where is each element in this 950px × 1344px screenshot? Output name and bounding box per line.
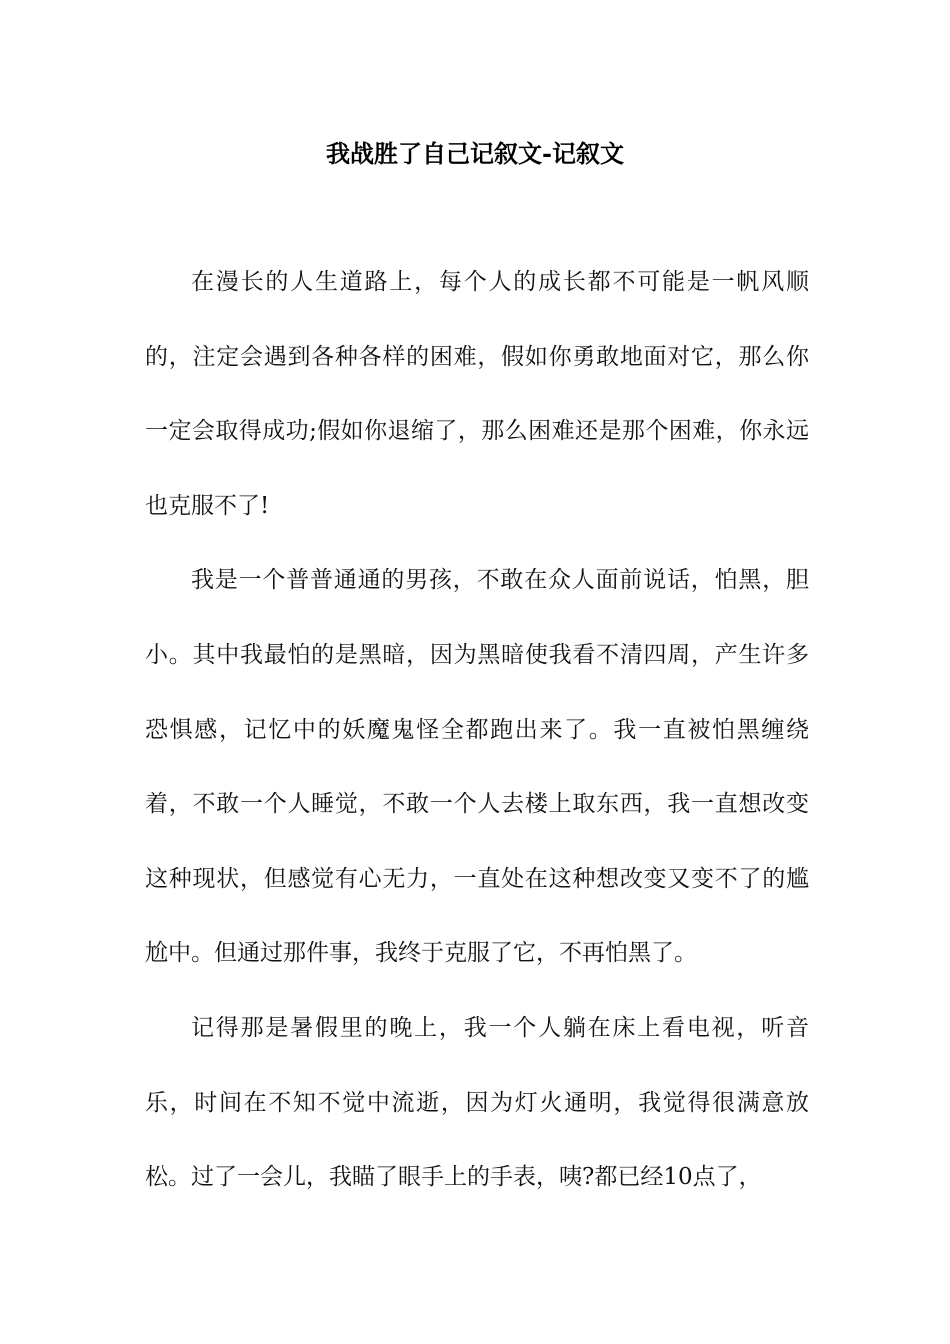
paragraph: 记得那是暑假里的晚上，我一个人躺在床上看电视，听音乐，时间在不知不觉中流逝，因为灯火通明，我觉得很满意放松。过了一会儿，我瞄了眼手上的手表，咦?都已经10点了， xyxy=(145,1014,809,1191)
paragraph: 在漫长的人生道路上，每个人的成长都不可能是一帆风顺的，注定会遇到各种各样的困难，假如你勇敢地面对它，那么你一定会取得成功;假如你退缩了，那么困难还是那个困难，你永远也克服不了! xyxy=(145,269,809,519)
paragraph: 我是一个普普通通的男孩，不敢在众人面前说话，怕黑，胆小。其中我最怕的是黑暗，因为黑暗使我看不清四周，产生许多恐惧感，记忆中的妖魔鬼怪全都跑出来了。我一直被怕黑缠绕着，不敢一个人睡觉，不敢一个人去楼上取东西，我一直想改变这种现状，但感觉有心无力，一直处在这种想改变又变不了的尴尬中。但通过那件事，我终于克服了它，不再怕黑了。 xyxy=(145,567,809,967)
document-body xyxy=(145,245,809,1215)
document-title: 我战胜了自己记叙文-记叙文 xyxy=(326,139,624,168)
